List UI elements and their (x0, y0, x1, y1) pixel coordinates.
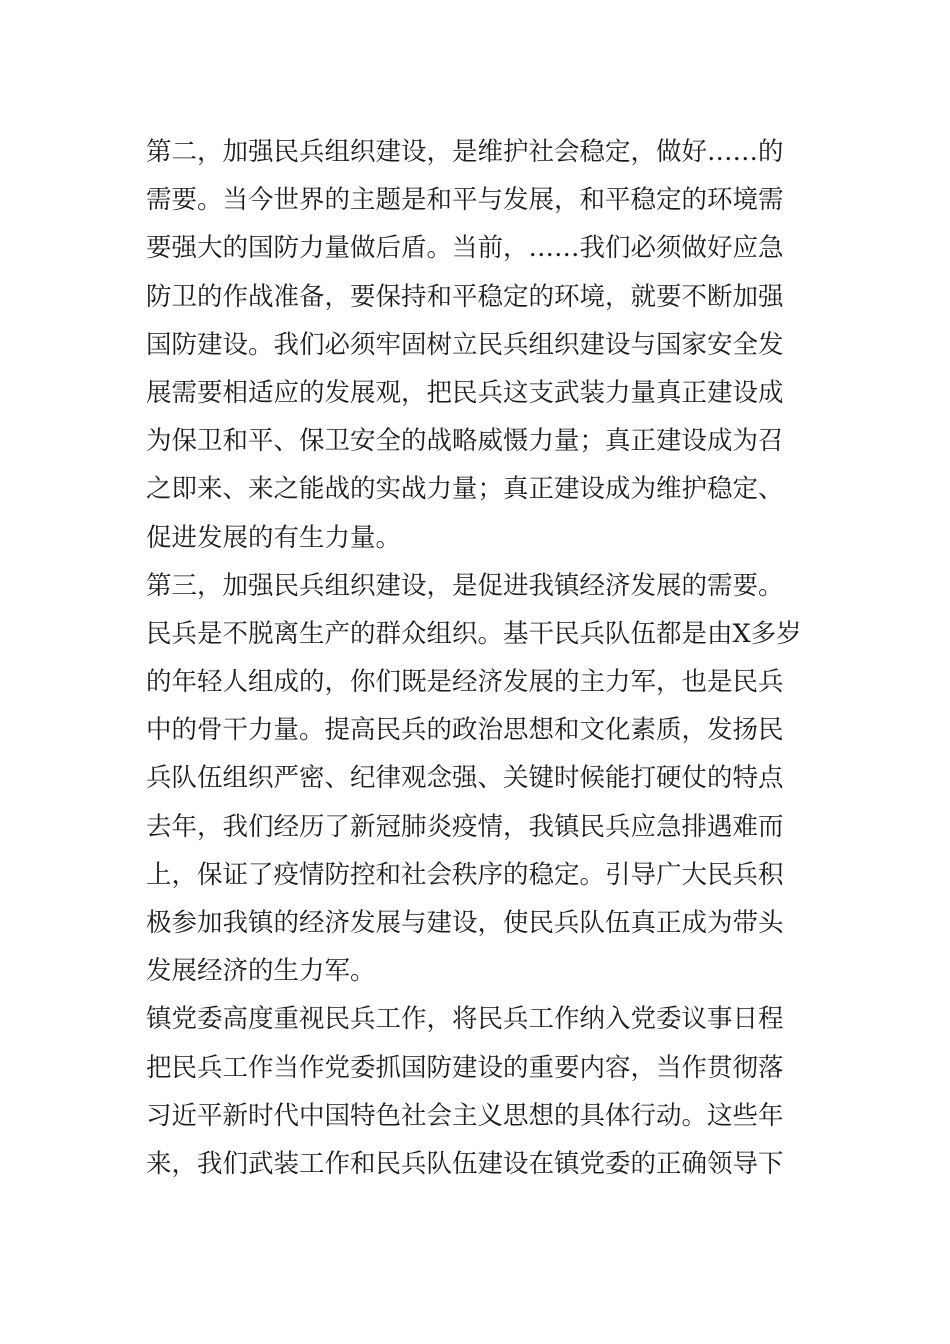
text-line: 要强大的国防力量做后盾。当前，……我们必须做好应急 (146, 233, 784, 264)
text-line: 为保卫和平、保卫安全的战略威慑力量；真正建设成为召 (146, 426, 784, 457)
text-line: 发展经济的生力军。 (146, 956, 376, 987)
text-line: 极参加我镇的经济发展与建设，使民兵队伍真正成为带头 (146, 908, 784, 938)
text-line: 民兵是不脱离生产的群众组织。基干民兵队伍都是由X多岁 (146, 618, 802, 649)
text-line: 的年轻人组成的，你们既是经济发展的主力军，也是民兵 (146, 667, 784, 698)
text-line: 兵队伍组织严密、纪律观念强、关键时候能打硬仗的特点 (146, 763, 784, 794)
text-line: 第二，加强民兵组织建设，是维护社会稳定，做好……的 (146, 137, 784, 167)
text-line: 来，我们武装工作和民兵队伍建设在镇党委的正确领导下 (146, 1148, 784, 1179)
text-line: 国防建设。我们必须牢固树立民兵组织建设与国家安全发 (146, 329, 784, 360)
text-line: 第三，加强民兵组织建设，是促进我镇经济发展的需要。 (146, 570, 784, 601)
text-line: 需要。当今世界的主题是和平与发展，和平稳定的环境需 (146, 185, 784, 216)
text-line: 习近平新时代中国特色社会主义思想的具体行动。这些年 (146, 1100, 784, 1131)
document-body (146, 128, 816, 1188)
text-line: 镇党委高度重视民兵工作，将民兵工作纳入党委议事日程 (146, 1004, 784, 1035)
text-line: 把民兵工作当作党委抓国防建设的重要内容，当作贯彻落 (146, 1052, 784, 1083)
text-line: 促进发展的有生力量。 (146, 522, 402, 553)
text-line: 中的骨干力量。提高民兵的政治思想和文化素质，发扬民 (146, 715, 784, 746)
text-line: 去年，我们经历了新冠肺炎疫情，我镇民兵应急排遇难而 (146, 811, 784, 842)
text-line: 防卫的作战准备，要保持和平稳定的环境，就要不断加强 (146, 281, 784, 312)
text-line: 之即来、来之能战的实战力量；真正建设成为维护稳定、 (146, 474, 784, 505)
text-line: 上，保证了疫情防控和社会秩序的稳定。引导广大民兵积 (146, 859, 784, 890)
text-line: 展需要相适应的发展观，把民兵这支武装力量真正建设成 (146, 377, 784, 408)
